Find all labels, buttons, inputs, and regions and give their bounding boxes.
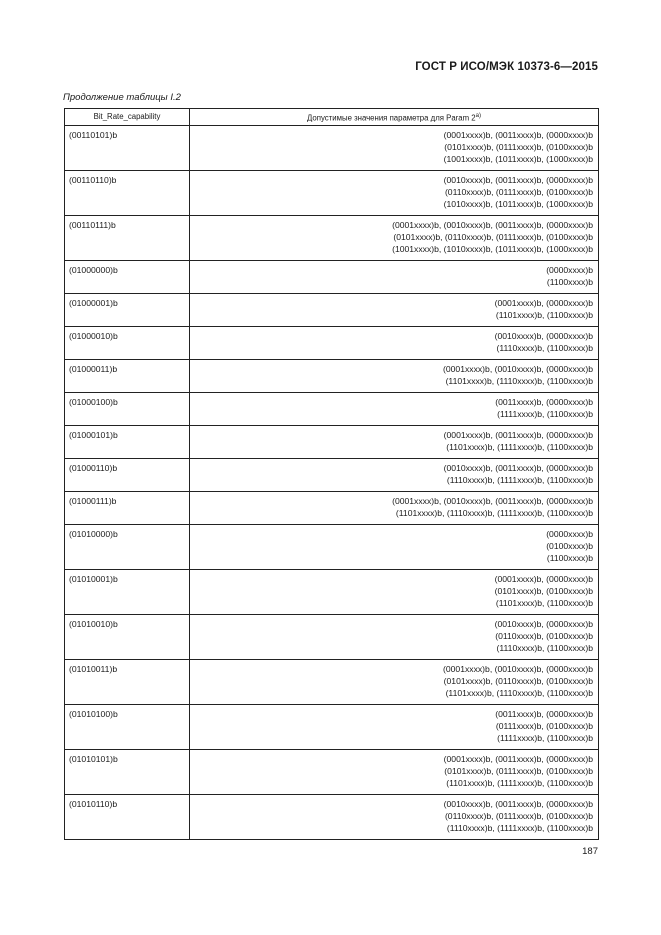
param2-value-line: (1101xxxx)b, (1110xxxx)b, (1100xxxx)b — [445, 688, 593, 698]
param2-value-line: (1110xxxx)b, (1111xxxx)b, (1100xxxx)b — [446, 475, 593, 485]
param2-value-line: (0110xxxx)b, (0111xxxx)b, (0100xxxx)b — [444, 811, 593, 821]
bit-rate-table — [64, 108, 599, 840]
param2-values-cell — [190, 126, 599, 171]
bit-rate-code-cell: (01010010)b — [65, 615, 190, 660]
param2-value-line: (0001xxxx)b, (0010xxxx)b, (0000xxxx)b — [443, 364, 593, 374]
document-header-title: ГОСТ Р ИСО/МЭК 10373-6—2015 — [415, 61, 598, 73]
param2-value-line: (0010xxxx)b, (0011xxxx)b, (0000xxxx)b — [443, 175, 593, 185]
table-row — [65, 525, 599, 570]
bit-rate-code-cell: (01000010)b — [65, 327, 190, 360]
param2-value-line: (1110xxxx)b, (1100xxxx)b — [496, 643, 593, 653]
table-row — [65, 705, 599, 750]
page-number: 187 — [582, 846, 598, 857]
table-row — [65, 570, 599, 615]
param2-values-cell — [190, 570, 599, 615]
param2-value-line: (0101xxxx)b, (0111xxxx)b, (0100xxxx)b — [444, 142, 593, 152]
param2-value-line: (1101xxxx)b, (1110xxxx)b, (1100xxxx)b — [445, 376, 593, 386]
param2-value-line: (1101xxxx)b, (1110xxxx)b, (1111xxxx)b, (1100xxxx)b — [395, 508, 593, 518]
bit-rate-code-cell: (01010011)b — [65, 660, 190, 705]
param2-value-line: (0101xxxx)b, (0100xxxx)b — [494, 586, 593, 596]
param2-values-cell — [190, 171, 599, 216]
param2-values-cell — [190, 660, 599, 705]
table-row — [65, 492, 599, 525]
param2-value-line: (0111xxxx)b, (0100xxxx)b — [495, 721, 593, 731]
bit-rate-code-cell: (01010000)b — [65, 525, 190, 570]
param2-value-line: (0001xxxx)b, (0010xxxx)b, (0011xxxx)b, (0000xxxx)b — [392, 220, 593, 230]
bit-rate-code-cell: (01000000)b — [65, 261, 190, 294]
table-row — [65, 360, 599, 393]
table-row — [65, 459, 599, 492]
bit-rate-code-cell: (01000011)b — [65, 360, 190, 393]
table-row — [65, 660, 599, 705]
param2-values-cell — [190, 492, 599, 525]
table-body — [65, 126, 599, 840]
param2-value-line: (0010xxxx)b, (0011xxxx)b, (0000xxxx)b — [443, 799, 593, 809]
param2-values-cell — [190, 615, 599, 660]
param2-values-cell — [190, 426, 599, 459]
table-row — [65, 795, 599, 840]
table-header-row — [65, 109, 599, 126]
table-row — [65, 126, 599, 171]
param2-values-cell — [190, 261, 599, 294]
bit-rate-code-cell: (00110101)b — [65, 126, 190, 171]
bit-rate-code-cell: (01000110)b — [65, 459, 190, 492]
param2-value-line: (0000xxxx)b — [546, 529, 593, 539]
bit-rate-code-cell: (01010100)b — [65, 705, 190, 750]
param2-value-line: (0001xxxx)b, (0010xxxx)b, (0011xxxx)b, (0000xxxx)b — [392, 496, 593, 506]
param2-value-line: (0001xxxx)b, (0011xxxx)b, (0000xxxx)b — [443, 430, 593, 440]
param2-value-line: (0001xxxx)b, (0000xxxx)b — [494, 298, 593, 308]
table-row — [65, 750, 599, 795]
param2-value-line: (1101xxxx)b, (1100xxxx)b — [495, 310, 593, 320]
param2-values-cell — [190, 216, 599, 261]
param2-value-line: (1101xxxx)b, (1100xxxx)b — [495, 598, 593, 608]
param2-value-line: (0101xxxx)b, (0111xxxx)b, (0100xxxx)b — [444, 766, 593, 776]
param2-value-line: (1100xxxx)b — [546, 277, 593, 287]
bit-rate-code-cell: (01000111)b — [65, 492, 190, 525]
param2-value-line: (1111xxxx)b, (1100xxxx)b — [497, 733, 593, 743]
param2-values-cell — [190, 750, 599, 795]
param2-value-line: (1111xxxx)b, (1100xxxx)b — [497, 409, 593, 419]
param2-value-line: (0001xxxx)b, (0011xxxx)b, (0000xxxx)b — [443, 130, 593, 140]
param2-value-line: (1101xxxx)b, (1111xxxx)b, (1100xxxx)b — [446, 442, 593, 452]
param2-value-line: (0011xxxx)b, (0000xxxx)b — [495, 709, 593, 719]
param2-values-cell — [190, 360, 599, 393]
param2-value-line: (0010xxxx)b, (0011xxxx)b, (0000xxxx)b — [443, 463, 593, 473]
table-row — [65, 426, 599, 459]
param2-value-line: (1001xxxx)b, (1011xxxx)b, (1000xxxx)b — [443, 154, 593, 164]
param2-value-line: (0010xxxx)b, (0000xxxx)b — [494, 619, 593, 629]
param2-value-line: (1110xxxx)b, (1100xxxx)b — [496, 343, 593, 353]
param2-value-line: (0110xxxx)b, (0100xxxx)b — [495, 631, 593, 641]
table-row — [65, 294, 599, 327]
bit-rate-code-cell: (01000001)b — [65, 294, 190, 327]
param2-value-line: (0010xxxx)b, (0000xxxx)b — [494, 331, 593, 341]
column-header-param2-label: Допустимые значения параметра для Param 2 — [307, 113, 476, 123]
param2-value-line: (1101xxxx)b, (1111xxxx)b, (1100xxxx)b — [446, 778, 593, 788]
param2-values-cell — [190, 525, 599, 570]
column-header-bit-rate: Bit_Rate_capability — [65, 109, 190, 126]
param2-value-line: (1010xxxx)b, (1011xxxx)b, (1000xxxx)b — [443, 199, 593, 209]
table-row — [65, 393, 599, 426]
param2-values-cell — [190, 393, 599, 426]
table-row — [65, 615, 599, 660]
param2-value-line: (0000xxxx)b — [546, 265, 593, 275]
param2-value-line: (0001xxxx)b, (0011xxxx)b, (0000xxxx)b — [443, 754, 593, 764]
param2-value-line: (0110xxxx)b, (0111xxxx)b, (0100xxxx)b — [444, 187, 593, 197]
param2-value-line: (0101xxxx)b, (0110xxxx)b, (0100xxxx)b — [443, 676, 593, 686]
column-header-param2 — [190, 109, 599, 126]
param2-value-line: (1110xxxx)b, (1111xxxx)b, (1100xxxx)b — [446, 823, 593, 833]
param2-values-cell — [190, 294, 599, 327]
bit-rate-code-cell: (01010101)b — [65, 750, 190, 795]
param2-value-line: (0100xxxx)b — [546, 541, 593, 551]
bit-rate-code-cell: (01010001)b — [65, 570, 190, 615]
param2-values-cell — [190, 795, 599, 840]
table-caption: Продолжение таблицы I.2 — [63, 92, 181, 103]
param2-value-line: (0001xxxx)b, (0000xxxx)b — [494, 574, 593, 584]
table-row — [65, 216, 599, 261]
param2-value-line: (1001xxxx)b, (1010xxxx)b, (1011xxxx)b, (1000xxxx)b — [392, 244, 593, 254]
table-row — [65, 261, 599, 294]
param2-value-line: (0001xxxx)b, (0010xxxx)b, (0000xxxx)b — [443, 664, 593, 674]
bit-rate-code-cell: (01000100)b — [65, 393, 190, 426]
bit-rate-code-cell: (01010110)b — [65, 795, 190, 840]
param2-value-line: (1100xxxx)b — [546, 553, 593, 563]
bit-rate-code-cell: (00110110)b — [65, 171, 190, 216]
param2-values-cell — [190, 459, 599, 492]
param2-value-line: (0011xxxx)b, (0000xxxx)b — [495, 397, 593, 407]
bit-rate-code-cell: (00110111)b — [65, 216, 190, 261]
footnote-marker: a) — [475, 112, 481, 119]
param2-value-line: (0101xxxx)b, (0110xxxx)b, (0111xxxx)b, (0100xxxx)b — [393, 232, 593, 242]
param2-values-cell — [190, 705, 599, 750]
param2-values-cell — [190, 327, 599, 360]
table-row — [65, 171, 599, 216]
bit-rate-code-cell: (01000101)b — [65, 426, 190, 459]
table-row — [65, 327, 599, 360]
